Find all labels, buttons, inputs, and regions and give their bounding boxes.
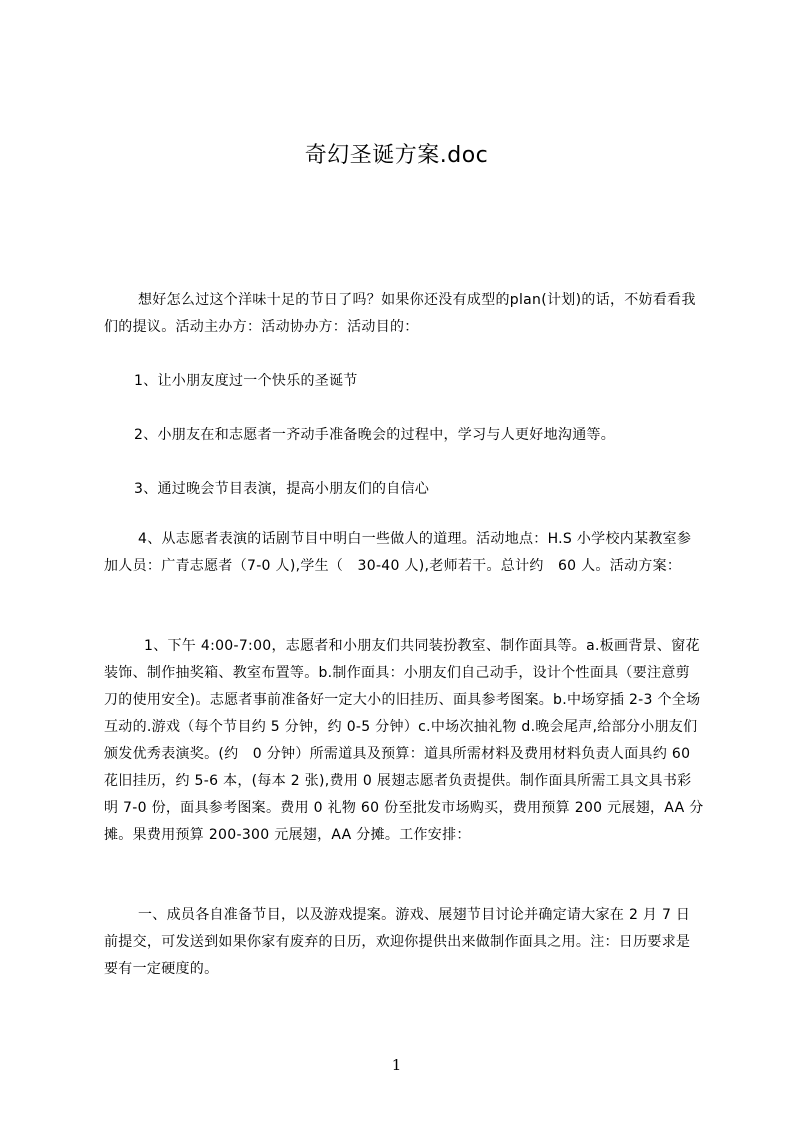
paragraph-goal-2: 2、小朋友在和志愿者一齐动手准备晚会的过程中，学习与人更好地沟通等。 [134, 427, 616, 443]
paragraph-goal-1: 1、让小朋友度过一个快乐的圣诞节 [134, 373, 358, 389]
paragraph-intro: 想好怎么过这个洋味十足的节日了吗？如果你还没有成型的plan(计划)的话，不妨看看我们的提议。活动主办方：活动协办方：活动目的： [104, 292, 696, 335]
paragraph-task-1: 一、成员各自准备节目，以及游戏提案。游戏、展翅节目讨论并确定请大家在 2 月 7 日前提交，可发送到如果你家有废弃的日历，欢迎你提供出来做制作面具之用。注：日历要求是要有一定硬度的。 [104, 907, 691, 977]
paragraph-plan-1: 1、下午 4:00-7:00，志愿者和小朋友们共同装扮教室、制作面具等。a.板画背景、窗花装饰、制作抽奖箱、教室布置等。b.制作面具：小朋友们自己动手，设计个性面具（要注意剪刀的使用安全)。志愿者事前准备好一定大小的旧挂历、面具参考图案。b.中场穿插 2-3 个全场互动的.游戏（每个节目约 5 分钟，约 0-5 分钟）c.中场次抽礼物 d.晚会尾声,给部分小朋友们颁发优秀表演奖。(约 0 分钟）所需道具及预算：道具所需材料及费用材料负责人面具约 60 花旧挂历，约 5-6 本，(每本 2 张),费用 0 展翅志愿者负责提供。制作面具所需工具文具书彩明 7-0 份，面具参考图案。费用 0 礼物 60 份至批发市场购买，费用预算 200 元展翅，AA 分摊。果费用预算 200-300 元展翅，AA 分摊。工作安排： [104, 638, 704, 843]
paragraph-goal-3: 3、通过晚会节目表演，提高小朋友们的自信心 [134, 481, 430, 497]
paragraph-goal-4: 4、从志愿者表演的话剧节目中明白一些做人的道理。活动地点：H.S 小学校内某教室参加人员：广青志愿者（7-0 人),学生（ 30-40 人),老师若干。总计约 60 人。活动方案： [104, 531, 692, 574]
document-title: 奇幻圣诞方案.doc [304, 143, 489, 168]
page-number: 1 [391, 1056, 402, 1074]
